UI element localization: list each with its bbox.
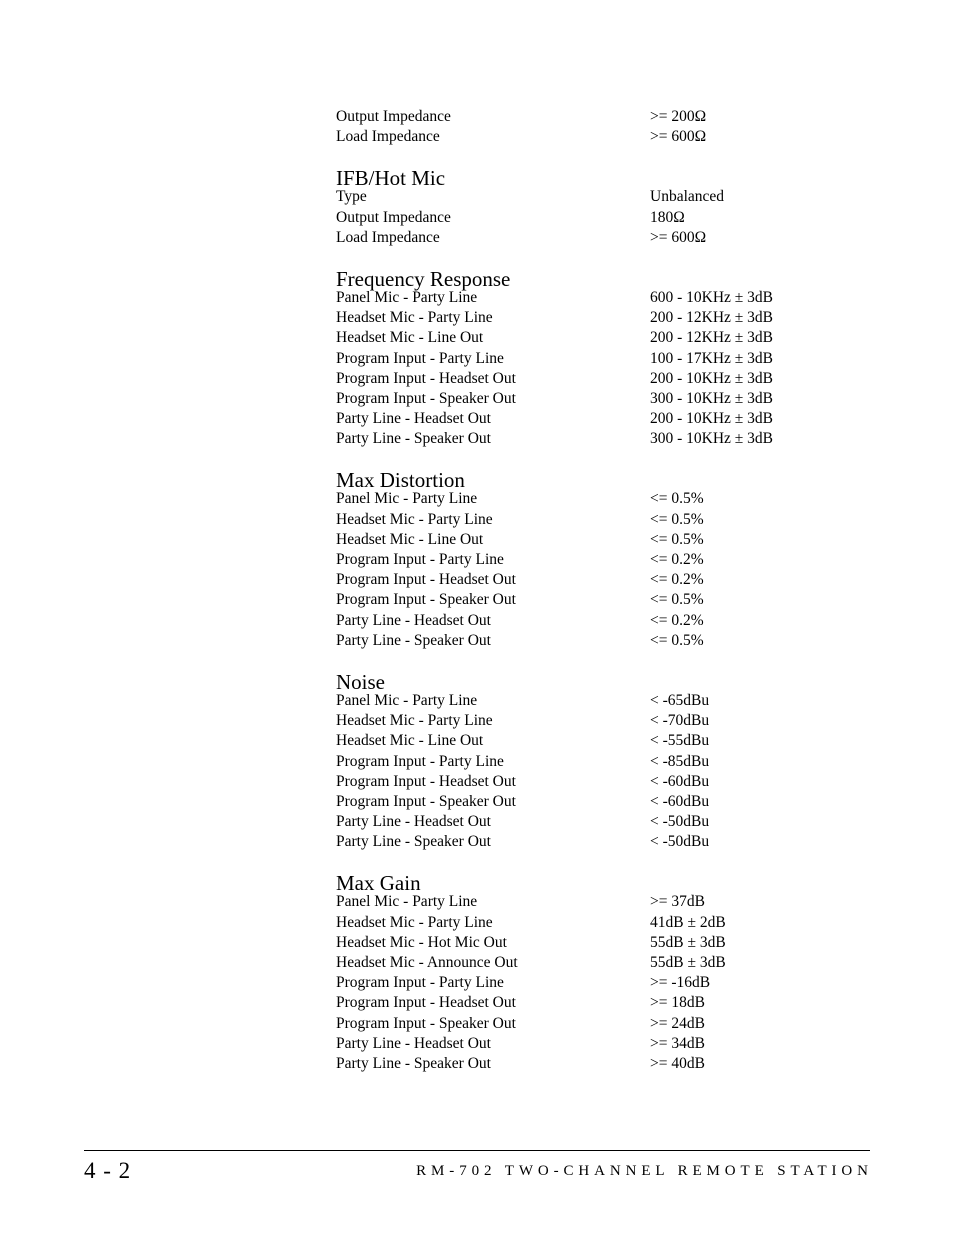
spec-label: Load Impedance bbox=[336, 128, 440, 146]
spec-value: >= 18dB bbox=[650, 994, 705, 1012]
spec-value: <= 0.2% bbox=[650, 551, 704, 568]
spec-label: Headset Mic - Party Line bbox=[336, 913, 493, 931]
spec-label: Party Line - Speaker Out bbox=[336, 1054, 491, 1072]
spec-value: 300 - 10KHz ± 3dB bbox=[650, 430, 774, 448]
spec-row bbox=[336, 1014, 856, 1034]
spec-label: Output Impedance bbox=[336, 108, 451, 125]
spec-value: >= 200Ω bbox=[650, 108, 707, 125]
spec-section bbox=[336, 266, 856, 450]
page-number: 4 - 2 bbox=[84, 1158, 132, 1183]
section-heading: IFB/Hot Mic bbox=[336, 166, 446, 191]
spec-row bbox=[336, 752, 856, 772]
spec-label: Party Line - Headset Out bbox=[336, 813, 491, 831]
spec-value: <= 0.5% bbox=[650, 490, 704, 508]
spec-row bbox=[336, 228, 856, 248]
spec-row bbox=[336, 892, 856, 912]
spec-label: Headset Mic - Line Out bbox=[336, 732, 484, 750]
intro-spec-rows bbox=[336, 107, 856, 147]
spec-row bbox=[336, 913, 856, 933]
spec-sections bbox=[336, 168, 856, 1074]
spec-value: 100 - 17KHz ± 3dB bbox=[650, 349, 774, 367]
spec-label: Headset Mic - Hot Mic Out bbox=[336, 933, 507, 951]
spec-value: 200 - 10KHz ± 3dB bbox=[650, 369, 774, 387]
spec-value: <= 0.5% bbox=[650, 631, 704, 649]
spec-value: 180Ω bbox=[650, 208, 685, 226]
spec-label: Headset Mic - Party Line bbox=[336, 510, 493, 528]
spec-value: < -65dBu bbox=[650, 691, 710, 709]
spec-label: Party Line - Speaker Out bbox=[336, 631, 491, 649]
spec-label: Program Input - Headset Out bbox=[336, 369, 516, 387]
spec-label: Headset Mic - Party Line bbox=[336, 712, 493, 730]
spec-label: Output Impedance bbox=[336, 208, 451, 226]
spec-value: 55dB ± 3dB bbox=[650, 954, 726, 971]
spec-value: < -50dBu bbox=[650, 833, 710, 851]
spec-label: Party Line - Headset Out bbox=[336, 410, 491, 428]
footer-divider bbox=[84, 1150, 870, 1151]
spec-label: Program Input - Headset Out bbox=[336, 571, 516, 589]
spec-value: 55dB ± 3dB bbox=[650, 933, 726, 951]
spec-label: Panel Mic - Party Line bbox=[336, 893, 478, 911]
spec-section bbox=[336, 669, 856, 853]
spec-row bbox=[336, 812, 856, 832]
spec-row bbox=[336, 208, 856, 228]
spec-value: <= 0.2% bbox=[650, 571, 704, 589]
spec-label: Program Input - Headset Out bbox=[336, 772, 516, 790]
spec-value: 300 - 10KHz ± 3dB bbox=[650, 389, 774, 407]
spec-label: Panel Mic - Party Line bbox=[336, 288, 478, 306]
spec-value: < -70dBu bbox=[650, 712, 710, 730]
spec-label: Panel Mic - Party Line bbox=[336, 691, 478, 709]
spec-label: Headset Mic - Party Line bbox=[336, 309, 493, 327]
spec-row bbox=[336, 288, 856, 308]
spec-row bbox=[336, 772, 856, 792]
spec-row bbox=[336, 510, 856, 530]
spec-label: Program Input - Party Line bbox=[336, 551, 504, 568]
spec-value: >= -16dB bbox=[650, 974, 711, 992]
spec-row bbox=[336, 611, 856, 631]
section-heading: Max Distortion bbox=[336, 468, 465, 493]
spec-value: < -60dBu bbox=[650, 792, 710, 810]
spec-row bbox=[336, 429, 856, 449]
spec-row bbox=[336, 590, 856, 610]
spec-row bbox=[336, 127, 856, 147]
spec-row bbox=[336, 953, 856, 973]
spec-value: >= 600Ω bbox=[650, 228, 707, 246]
spec-value: >= 37dB bbox=[650, 893, 705, 911]
spec-label: Program Input - Speaker Out bbox=[336, 792, 516, 810]
spec-row bbox=[336, 530, 856, 550]
spec-row bbox=[336, 631, 856, 651]
spec-value: >= 34dB bbox=[650, 1034, 705, 1052]
spec-value: <= 0.2% bbox=[650, 611, 704, 629]
spec-label: Party Line - Headset Out bbox=[336, 611, 491, 629]
spec-label: Party Line - Speaker Out bbox=[336, 833, 491, 851]
spec-row bbox=[336, 570, 856, 590]
spec-value: 200 - 12KHz ± 3dB bbox=[650, 309, 774, 327]
spec-row bbox=[336, 711, 856, 731]
spec-label: Program Input - Speaker Out bbox=[336, 389, 516, 407]
spec-label: Party Line - Speaker Out bbox=[336, 430, 491, 448]
spec-value: 41dB ± 2dB bbox=[650, 913, 726, 931]
spec-label: Load Impedance bbox=[336, 228, 440, 246]
specifications-list bbox=[336, 107, 856, 1074]
spec-section bbox=[336, 873, 856, 1074]
spec-section bbox=[336, 168, 856, 248]
spec-row bbox=[336, 489, 856, 509]
spec-value: 200 - 10KHz ± 3dB bbox=[650, 410, 774, 428]
spec-label: Program Input - Party Line bbox=[336, 974, 504, 992]
spec-row bbox=[336, 409, 856, 429]
spec-row bbox=[336, 973, 856, 993]
spec-value: >= 600Ω bbox=[650, 128, 707, 146]
spec-row bbox=[336, 1054, 856, 1074]
section-heading: Max Gain bbox=[336, 871, 421, 896]
spec-row bbox=[336, 308, 856, 328]
spec-value: 600 - 10KHz ± 3dB bbox=[650, 288, 774, 306]
spec-value: < -55dBu bbox=[650, 732, 710, 750]
spec-value: < -50dBu bbox=[650, 813, 710, 831]
section-heading: Noise bbox=[336, 669, 385, 694]
spec-label: Panel Mic - Party Line bbox=[336, 490, 478, 508]
spec-row bbox=[336, 691, 856, 711]
spec-row bbox=[336, 369, 856, 389]
document-title: RM-702 TWO-CHANNEL REMOTE STATION bbox=[416, 1163, 873, 1179]
spec-row bbox=[336, 187, 856, 207]
spec-label: Headset Mic - Line Out bbox=[336, 530, 484, 548]
spec-label: Program Input - Speaker Out bbox=[336, 1014, 516, 1032]
spec-row bbox=[336, 792, 856, 812]
spec-label: Headset Mic - Line Out bbox=[336, 329, 484, 347]
spec-label: Headset Mic - Announce Out bbox=[336, 954, 518, 971]
spec-label: Program Input - Party Line bbox=[336, 349, 504, 367]
spec-row bbox=[336, 933, 856, 953]
spec-row bbox=[336, 107, 856, 127]
spec-row bbox=[336, 731, 856, 751]
spec-section bbox=[336, 470, 856, 651]
spec-value: Unbalanced bbox=[650, 188, 725, 206]
spec-row bbox=[336, 832, 856, 852]
spec-value: <= 0.5% bbox=[650, 530, 704, 548]
spec-row bbox=[336, 328, 856, 348]
spec-row bbox=[336, 1034, 856, 1054]
spec-row bbox=[336, 349, 856, 369]
spec-value: <= 0.5% bbox=[650, 510, 704, 528]
spec-value: 200 - 12KHz ± 3dB bbox=[650, 329, 774, 347]
spec-row bbox=[336, 550, 856, 570]
spec-value: < -85dBu bbox=[650, 752, 710, 770]
spec-value: <= 0.5% bbox=[650, 591, 704, 609]
spec-label: Program Input - Headset Out bbox=[336, 994, 516, 1012]
spec-value: >= 24dB bbox=[650, 1014, 705, 1032]
section-heading: Frequency Response bbox=[336, 266, 511, 291]
spec-label: Party Line - Headset Out bbox=[336, 1034, 491, 1052]
spec-label: Program Input - Party Line bbox=[336, 752, 504, 770]
spec-value: < -60dBu bbox=[650, 772, 710, 790]
spec-label: Program Input - Speaker Out bbox=[336, 591, 516, 609]
spec-value: >= 40dB bbox=[650, 1054, 705, 1072]
spec-row bbox=[336, 993, 856, 1013]
spec-row bbox=[336, 389, 856, 409]
spec-label: Type bbox=[336, 188, 367, 206]
